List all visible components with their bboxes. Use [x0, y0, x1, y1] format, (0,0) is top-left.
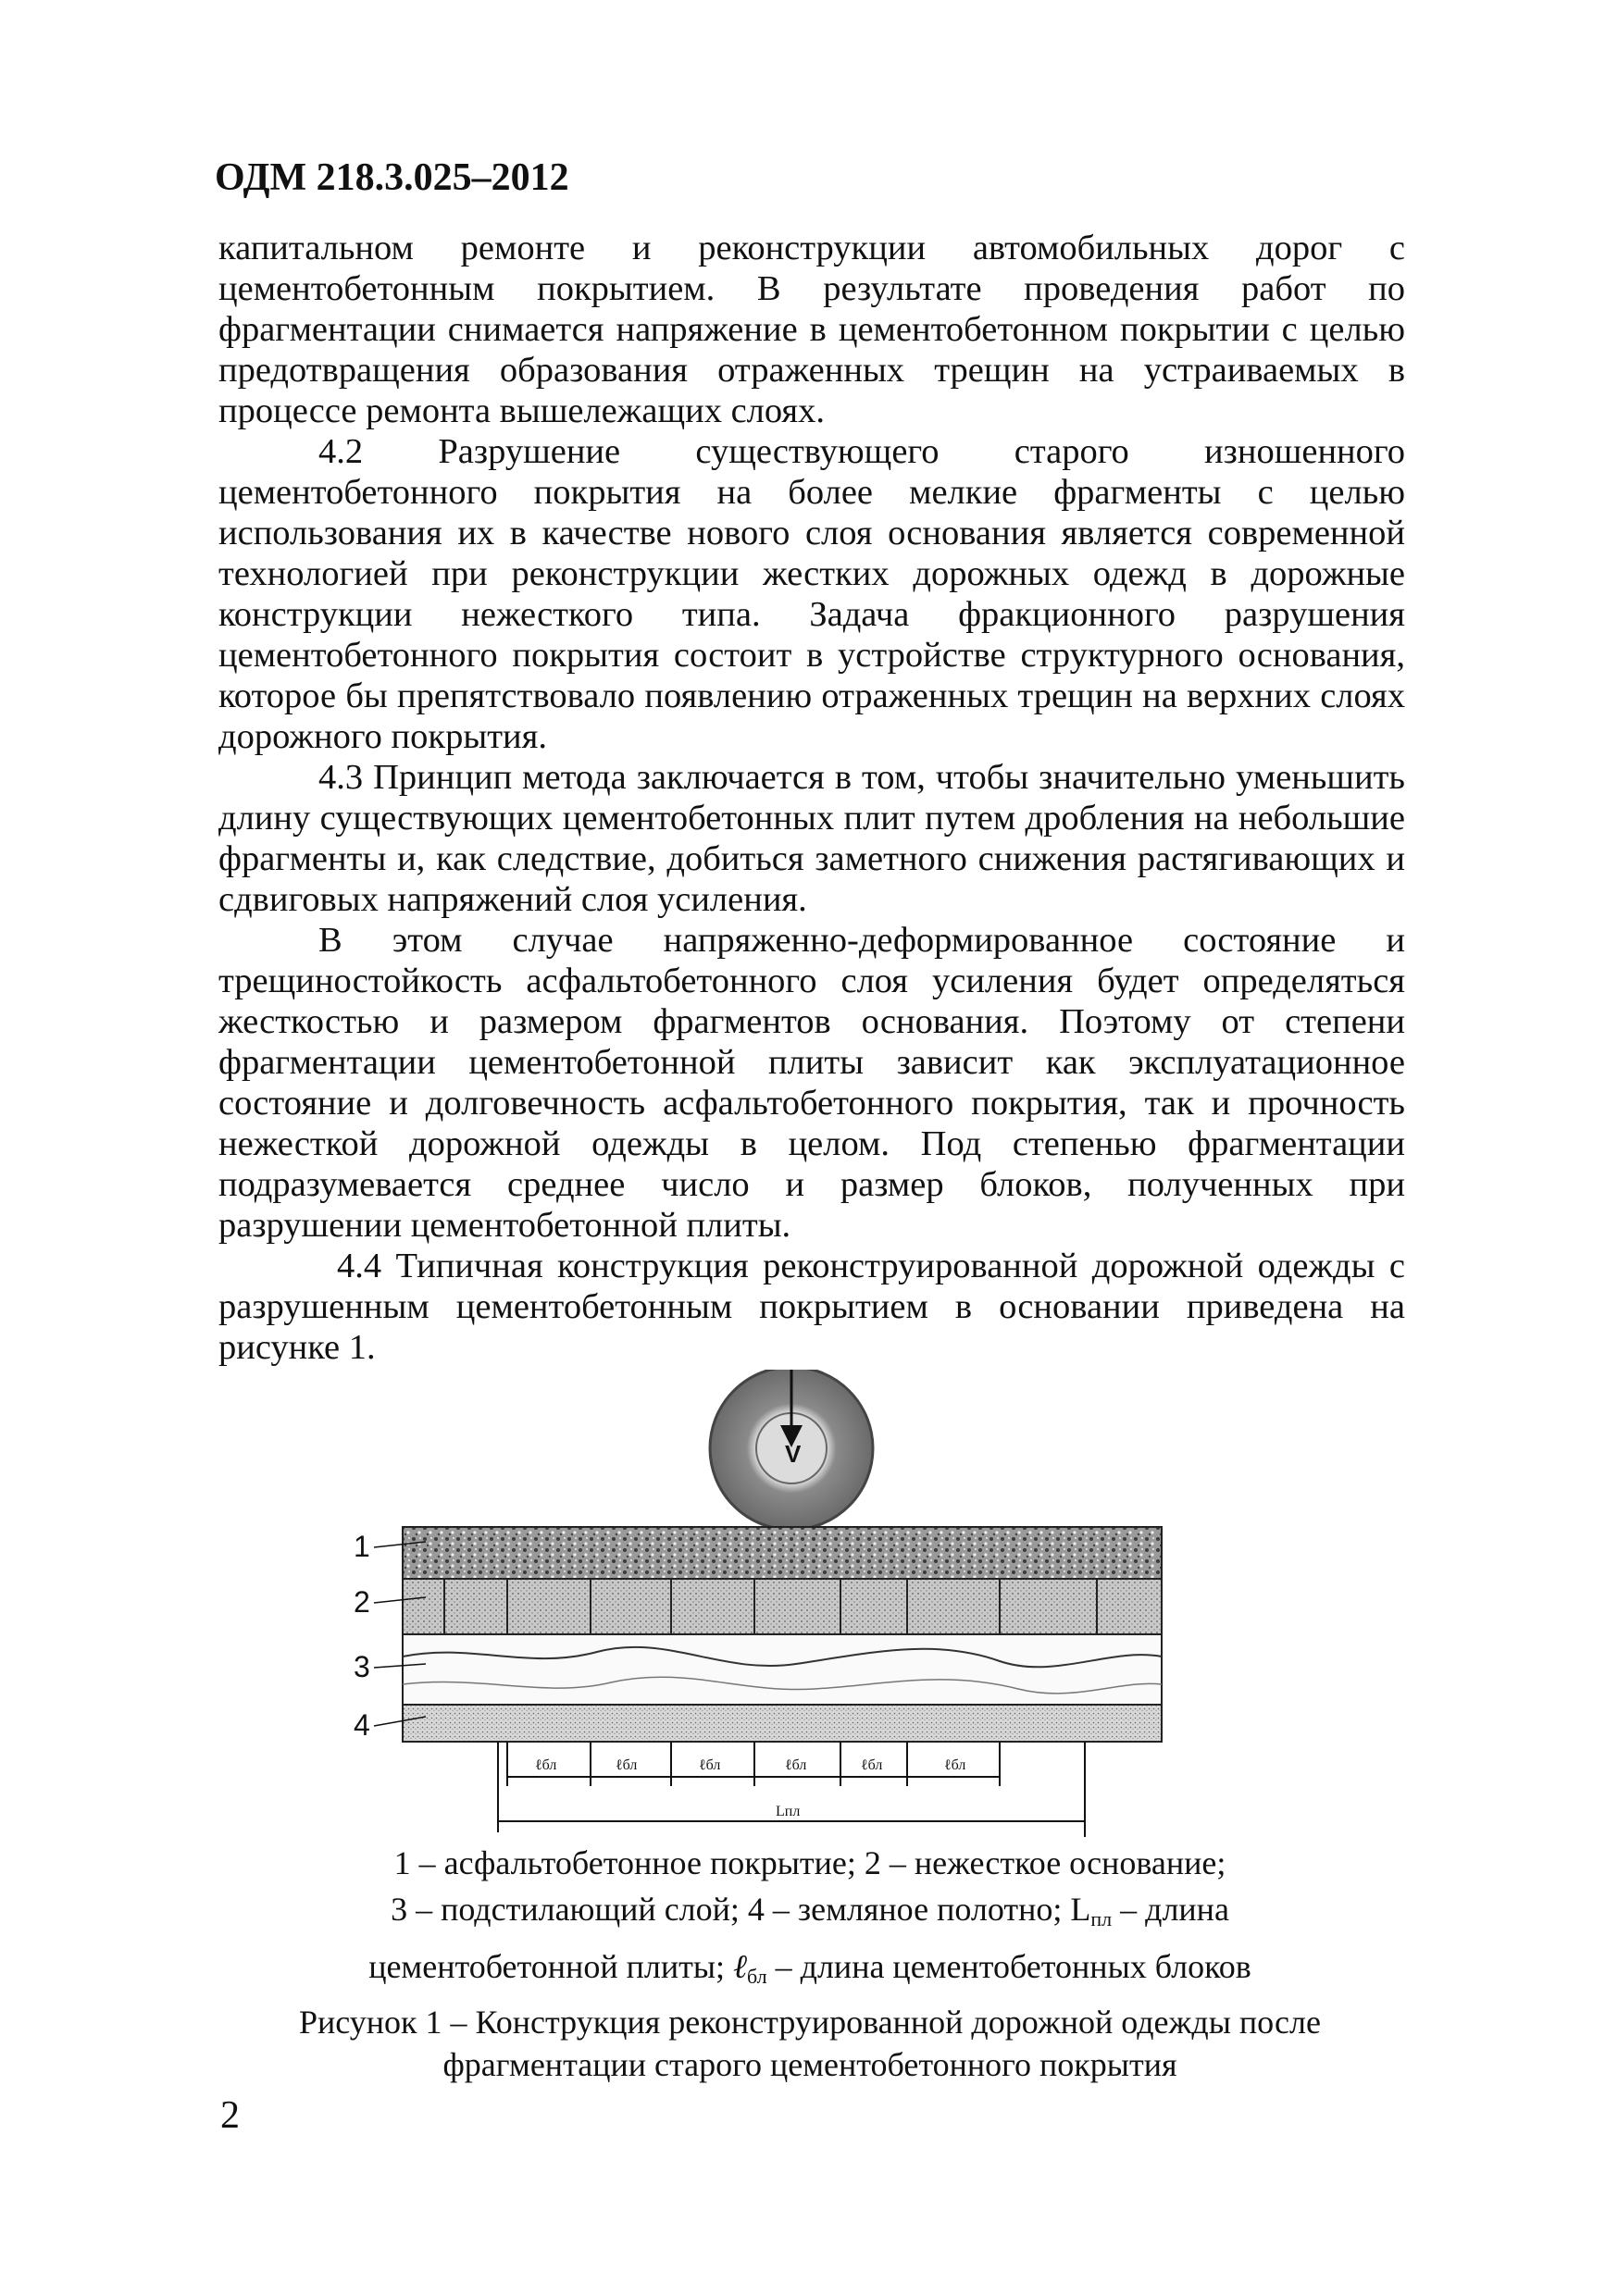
block-length-label: ℓбл — [785, 1757, 807, 1773]
figure-caption-line-1: Рисунок 1 – Конструкция реконструированной дорожной одежды после — [299, 2004, 1321, 2041]
block-length-label: ℓбл — [699, 1757, 721, 1773]
legend-subscript: бл — [747, 1965, 767, 1988]
block-length-label: ℓбл — [616, 1757, 638, 1773]
base-layer — [403, 1579, 1162, 1634]
legend-symbol: ℓ — [733, 1948, 748, 1985]
figure-legend-line-2 — [204, 1890, 1416, 1931]
paragraph-4-2: 4.2 Разрушение существующего старого изношенного цементобетонного покрытия на более мелкие фрагменты с целью использования их в качестве нового слоя основания является современной технологией при реконструкции жестких дорожных одежд в дорожные конструкции нежесткого типа. Задача фракционного разрушения цементобетонного покрытия состоит в устройстве структурного основания, которое бы препятствовало появлению отраженных трещин на верхних слоях дорожного покрытия. — [218, 432, 1405, 756]
paragraph-fragmentation: В этом случае напряженно-деформированное состояние и трещиностойкость асфальтобетонного слоя усиления будет определяться жесткостью и размером фрагментов основания. Поэтому от степени фрагментации цементобетонной плиты зависит как эксплуатационное состояние и долговечность асфальтобетонного покрытия, так и прочность нежесткой дорожной одежды в целом. Под степенью фрагментации подразумевается среднее число и размер блоков, полученных при разрушении цементобетонной плиты. — [218, 921, 1405, 1245]
wheel-load — [710, 1370, 873, 1530]
pavement-structure-diagram — [333, 1370, 1231, 1860]
figure-caption-line-2: фрагментации старого цементобетонного покрытия — [442, 2046, 1177, 2083]
figure-legend-line-1: 1 – асфальтобетонное покрытие; 2 – нежесткое основание; — [393, 1844, 1226, 1881]
legend-text: 3 – подстилающий слой; 4 – земляное полотно; L — [391, 1891, 1091, 1928]
figure-legend-line-3 — [204, 1947, 1416, 1989]
legend-text: – длина цементобетонных блоков — [766, 1948, 1251, 1985]
legend-text: – длина — [1112, 1891, 1229, 1928]
subgrade-layer — [403, 1705, 1162, 1742]
dimension-lines — [498, 1742, 1085, 1837]
layer-label-2: 2 — [354, 1585, 370, 1619]
block-length-label: ℓбл — [944, 1757, 966, 1773]
layer-label-3: 3 — [354, 1650, 370, 1683]
layer-label-1: 1 — [354, 1530, 370, 1563]
paragraph-4-4: 4.4 Типичная конструкция реконструированной дорожной одежды с разрушенным цементобетонным покрытием в основании приведена на рисунке 1. — [218, 1247, 1405, 1367]
document-code: ОДМ 218.3.025–2012 — [215, 156, 569, 199]
svg-text:V: V — [785, 1440, 802, 1468]
legend-text: цементобетонной плиты; — [368, 1948, 734, 1985]
paragraph-continuation: капитальном ремонте и реконструкции автомобильных дорог с цементобетонным покрытием. В результате проведения работ по фрагментации снимается напряжение в цементобетонном покрытии с целью предотвращения образования отраженных трещин на устраиваемых в процессе ремонта вышележащих слоях. — [218, 229, 1405, 430]
block-length-label: ℓбл — [861, 1757, 883, 1773]
legend-subscript: пл — [1090, 1907, 1113, 1930]
layer-label-4: 4 — [354, 1708, 370, 1742]
subbase-layer — [403, 1634, 1162, 1705]
page-number: 2 — [220, 2094, 240, 2137]
slab-length-label: Lпл — [776, 1804, 801, 1819]
block-length-label: ℓбл — [535, 1757, 557, 1773]
paragraph-4-3: 4.3 Принцип метода заключается в том, чтобы значительно уменьшить длину существующих цементобетонных плит путем дробления на небольшие фрагменты и, как следствие, добиться заметного снижения растягивающих и сдвиговых напряжений слоя усиления. — [218, 758, 1405, 919]
asphalt-layer — [403, 1527, 1162, 1579]
